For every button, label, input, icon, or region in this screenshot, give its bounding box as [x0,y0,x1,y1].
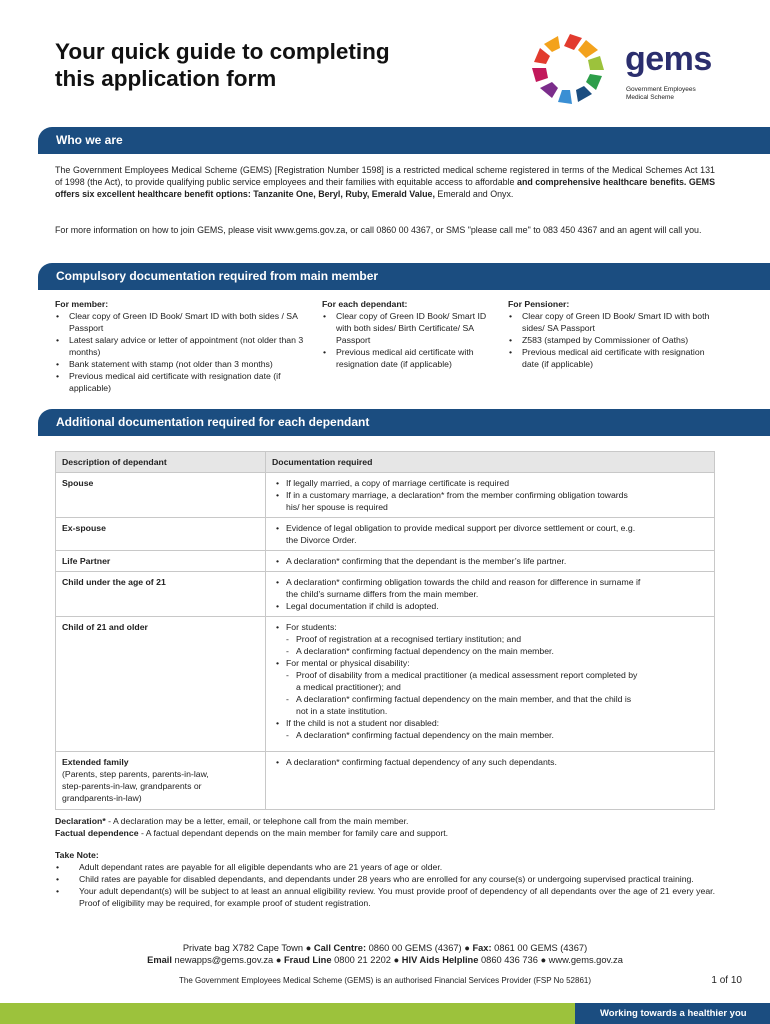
doc-sub-item: - A declaration* confirming factual dependency on the main member. [276,729,708,741]
dependant-docs [322,298,497,370]
footer-bar [0,1003,770,1024]
extended-family-note: (Parents, step parents, parents-in-law, [62,769,209,779]
row-docs-ex-spouse [266,518,715,551]
logo-sub-line-2: Medical Scheme [626,94,675,101]
member-docs-list [55,310,307,394]
doc-bullet: • For students: [276,621,708,633]
table-row [56,473,715,518]
logo-wordmark: gems [625,40,712,78]
row-docs-spouse [266,473,715,518]
list-item: • Clear copy of Green ID Book/ Smart ID with both sides / SA Passport [55,310,307,334]
list-item: • Z583 (stamped by Commissioner of Oaths) [508,334,718,346]
doc-bullet: • If the child is not a student nor disabled: [276,717,708,729]
factual-dependence-term: Factual dependence [55,828,139,838]
doc-bullet: • If in a customary marriage, a declaration* from the member confirming obligation towards [276,489,708,501]
page-title [55,38,390,92]
factual-dependence-definition [55,827,715,839]
table-row [56,617,715,752]
logo-subtitle [626,86,696,102]
member-docs [55,298,307,394]
list-item: • Bank statement with stamp (not older than 3 months) [55,358,307,370]
fax-label: Fax: [472,943,492,953]
pensioner-docs-title: For Pensioner: [508,299,570,309]
compulsory-banner: Compulsory documentation required from main member [38,263,770,290]
doc-bullet: • A declaration* confirming factual dependency of any such dependants. [276,756,708,768]
fsp-notice: The Government Employees Medical Scheme (GEMS) is an authorised Financial Services Provider (FSP No 52861) [178,976,592,985]
call-centre-label: Call Centre: [313,943,367,953]
logo-sub-line-1: Government Employees [626,86,696,93]
who-p1-text: The Government Employees Medical Scheme (GEMS) [Registration Number 1598] is a restricted medical scheme registered in terms of the Medical Schemes Act 131 of 1998 (the Act), to provide qualifying public service employees and their families with equitable access to affordable [55,165,715,187]
doc-bullet: • For mental or physical disability: [276,657,708,669]
doc-sub-continuation: a medical practitioner); and [296,682,401,692]
list-item: • Previous medical aid certificate with resignation date (if applicable) [55,370,307,394]
doc-sub-item: - A declaration* confirming factual dependency on the main member, and that the child is [276,693,708,705]
doc-bullet-continuation: his/ her spouse is required [286,502,388,512]
take-note [55,849,715,909]
definitions [55,815,715,839]
row-docs-extended-family [266,752,715,810]
gems-logo [520,28,720,108]
title-line-2: this application form [55,66,277,91]
doc-bullet-continuation: the child’s surname differs from the main member. [286,589,479,599]
footer-tagline: Working towards a healthier you [575,1003,770,1024]
dependant-docs-list [322,310,497,370]
list-item: • Your adult dependant(s) will be subject to at least an annual eligibility review. You must provide proof of dependency of all dependants over the age of 21 every year. Proof of eligibility may be required, for example proof of student registration. [55,885,715,909]
table-header-documentation: Documentation required [266,452,715,473]
row-docs-under-21 [266,572,715,617]
email-label: Email [147,955,172,965]
row-label-under-21: Child under the age of 21 [56,572,266,617]
list-item: • Child rates are payable for disabled dependants, and dependants under 28 years who are enrolled for any course(s) or undergoing supervised practical training. [55,873,715,885]
pensioner-docs [508,298,718,370]
doc-bullet: • Evidence of legal obligation to provide medical support per divorce settlement or court, e.g. [276,522,708,534]
postal-address: Private bag X782 Cape Town ● [182,943,314,953]
list-item: • Clear copy of Green ID Book/ Smart ID with both sides/ Birth Certificate/ SA Passport [322,310,497,346]
dependant-docs-title: For each dependant: [322,299,408,309]
row-docs-21-and-older [266,617,715,752]
fraud-line-number: 0800 21 2202 ● [331,955,402,965]
title-line-1: Your quick guide to completing [55,39,390,64]
who-paragraph-1 [55,164,715,200]
declaration-term: Declaration* [55,816,106,826]
table-header-description: Description of dependant [56,452,266,473]
doc-bullet: • A declaration* confirming that the dependant is the member’s life partner. [276,555,708,567]
table-row [56,572,715,617]
table-header-row [56,452,715,473]
contact-line-1 [0,942,770,954]
who-paragraph-2: For more information on how to join GEMS, please visit www.gems.gov.za, or call 0860 00 4367, or SMS "please call me" to 083 450 4367 and an agent will call you. [55,225,702,235]
table-row [56,551,715,572]
gems-logo-mark-icon [520,28,620,108]
who-p1-end: Emerald and Onyx. [434,189,514,199]
table-row [56,752,715,810]
extended-family-note: grandparents-in-law) [62,793,142,803]
hiv-helpline-and-website[interactable]: 0860 436 736 ● www.gems.gov.za [478,955,623,965]
row-label-21-and-older: Child of 21 and older [56,617,266,752]
additional-banner: Additional documentation required for each dependant [38,409,770,436]
doc-bullet: • Legal documentation if child is adopted. [276,600,708,612]
row-label-ex-spouse: Ex-spouse [56,518,266,551]
who-we-are-banner: Who we are [38,127,770,154]
list-item: • Previous medical aid certificate with resignation date (if applicable) [508,346,718,370]
row-label-spouse: Spouse [56,473,266,518]
table-row [56,518,715,551]
doc-bullet: • If legally married, a copy of marriage certificate is required [276,477,708,489]
list-item: • Latest salary advice or letter of appointment (not older than 3 months) [55,334,307,358]
member-docs-title: For member: [55,299,109,309]
footer-green-strip [0,1003,575,1024]
list-item: • Clear copy of Green ID Book/ Smart ID with both sides/ SA Passport [508,310,718,334]
take-note-heading: Take Note: [55,850,99,860]
doc-sub-continuation: not in a state institution. [296,706,388,716]
who-p1-bold: and comprehensive healthcare benefits. GEMS offers six excellent healthcare benefit options: Tanzanite One, Beryl, Ruby, Emerald Value, [55,177,715,199]
doc-bullet: • A declaration* confirming obligation towards the child and reason for difference in surname if [276,576,708,588]
factual-dependence-text: - A factual dependant depends on the main member for family care and support. [138,828,449,838]
fraud-line-label: Fraud Line [283,955,332,965]
row-docs-life-partner [266,551,715,572]
call-centre-number: 0860 00 GEMS (4367) ● [366,943,473,953]
hiv-helpline-label: HIV Aids Helpline [401,955,479,965]
extended-family-note: step-parents-in-law, grandparents or [62,781,202,791]
page-number: 1 of 10 [711,975,742,986]
contact-line-2 [0,954,770,966]
dependant-docs-table [55,451,715,810]
row-label-extended-family [56,752,266,810]
declaration-definition [55,815,715,827]
email-address[interactable]: newapps@gems.gov.za ● [171,955,284,965]
doc-bullet-continuation: the Divorce Order. [286,535,357,545]
doc-sub-item: - Proof of disability from a medical practitioner (a medical assessment report completed by [276,669,708,681]
extended-family-label: Extended family [62,757,129,767]
list-item: • Previous medical aid certificate with resignation date (if applicable) [322,346,497,370]
declaration-text: - A declaration may be a letter, email, or telephone call from the main member. [105,816,409,826]
list-item: • Adult dependant rates are payable for all eligible dependants who are 21 years of age or older. [55,861,715,873]
pensioner-docs-list [508,310,718,370]
doc-sub-item: - A declaration* confirming factual dependency on the main member. [276,645,708,657]
row-label-life-partner: Life Partner [56,551,266,572]
doc-sub-item: - Proof of registration at a recognised tertiary institution; and [276,633,708,645]
fax-number: 0861 00 GEMS (4367) [491,943,588,953]
